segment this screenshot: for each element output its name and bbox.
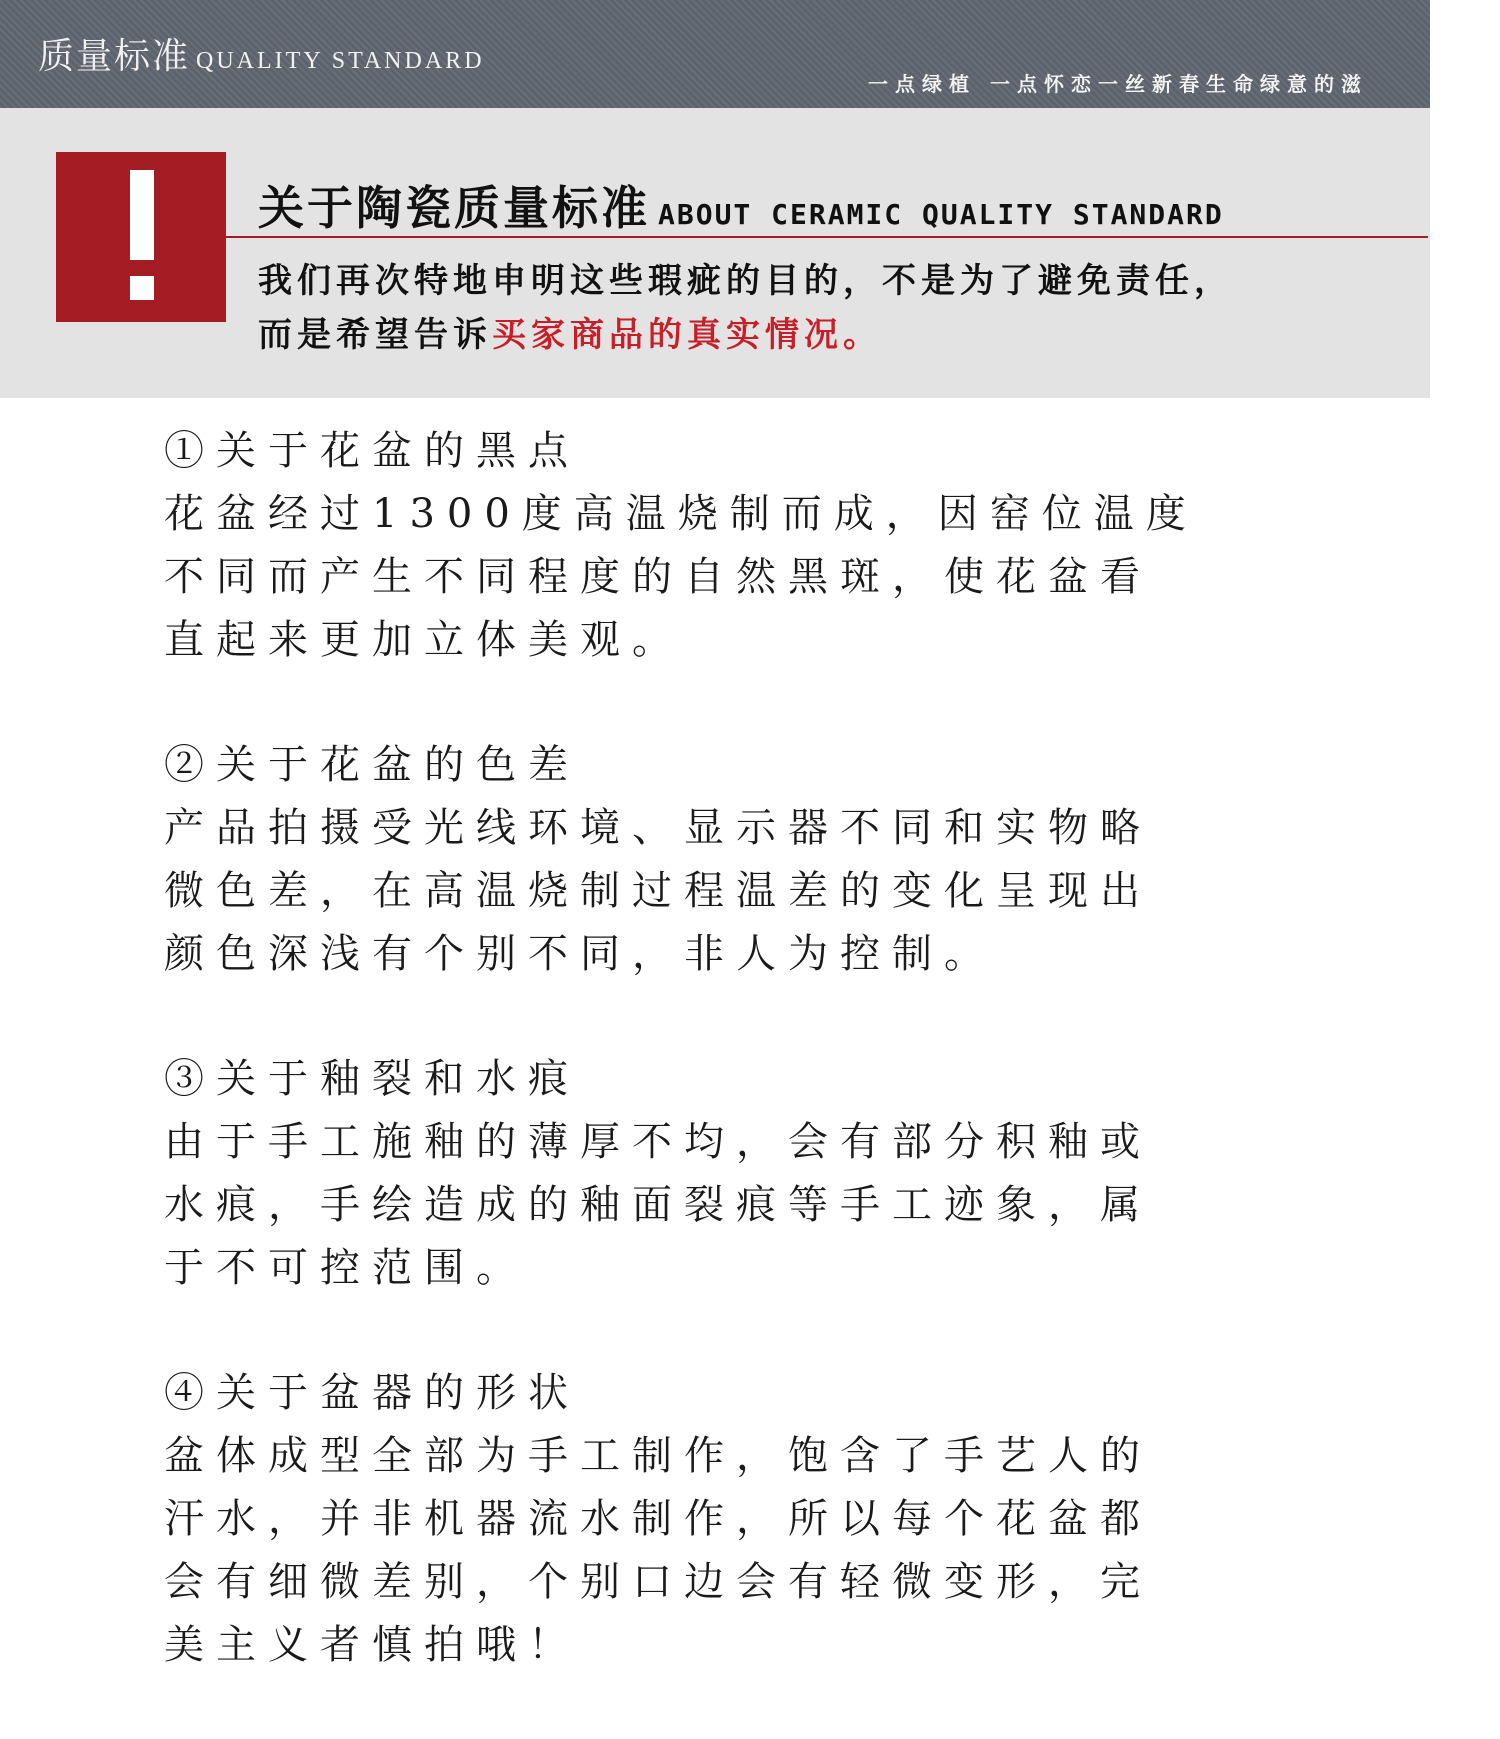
- section-heading: ①关于花盆的黑点: [164, 428, 580, 474]
- section-line: 颜色深浅有个别不同，非人为控制。: [164, 931, 996, 977]
- notice-line-2-plain: 而是希望告诉: [258, 315, 492, 355]
- section-heading: ②关于花盆的色差: [164, 742, 580, 788]
- notice-title-en: ABOUT CERAMIC QUALITY STANDARD: [658, 198, 1224, 231]
- banner-slogan: 一点绿植 一点怀恋一丝新春生命绿意的滋: [868, 72, 1368, 96]
- section-glaze-cracks: [164, 1048, 1274, 1300]
- section-line: 美主义者慎拍哦！: [164, 1622, 580, 1668]
- section-body: [164, 1111, 1274, 1300]
- section-line: 汗水，并非机器流水制作，所以每个花盆都: [164, 1496, 1152, 1542]
- notice-line-1: 我们再次特地申明这些瑕疵的目的，不是为了避免责任，: [258, 261, 1233, 301]
- section-black-spots: [164, 420, 1274, 672]
- section-line: 产品拍摄受光线环境、显示器不同和实物略: [164, 805, 1152, 851]
- notice-title-zh: 关于陶瓷质量标准: [258, 181, 650, 235]
- section-line: 水痕，手绘造成的釉面裂痕等手工迹象，属: [164, 1182, 1152, 1228]
- section-line: 盆体成型全部为手工制作，饱含了手艺人的: [164, 1433, 1152, 1479]
- notice-statement: [258, 254, 1233, 362]
- quality-sections: [164, 420, 1274, 1739]
- exclamation-dot: [130, 276, 154, 300]
- section-line: 花盆经过1300度高温烧制而成，因窑位温度: [164, 491, 1198, 537]
- exclamation-bar: [130, 170, 154, 260]
- section-line: 由于手工施釉的薄厚不均，会有部分积釉或: [164, 1119, 1152, 1165]
- banner-title-en: QUALITY STANDARD: [196, 48, 485, 74]
- notice-panel: [0, 108, 1430, 398]
- section-line: 于不可控范围。: [164, 1245, 528, 1291]
- notice-title: [258, 172, 1224, 238]
- section-line: 不同而产生不同程度的自然黑斑，使花盆看: [164, 554, 1152, 600]
- section-line: 会有细微差别，个别口边会有轻微变形，完: [164, 1559, 1152, 1605]
- section-body: [164, 483, 1274, 672]
- section-body: [164, 1425, 1274, 1677]
- notice-line-2-highlight: 买家商品的真实情况。: [492, 315, 882, 355]
- section-heading: ③关于釉裂和水痕: [164, 1056, 580, 1102]
- section-line: 直起来更加立体美观。: [164, 617, 684, 663]
- section-pot-shape: [164, 1362, 1274, 1677]
- section-line: 微色差，在高温烧制过程温差的变化呈现出: [164, 868, 1152, 914]
- section-color-difference: [164, 734, 1274, 986]
- section-body: [164, 797, 1274, 986]
- notice-line-2: [258, 308, 1233, 362]
- banner-title: [38, 28, 485, 79]
- top-banner: [0, 0, 1430, 108]
- exclamation-icon: [56, 152, 226, 322]
- section-heading: ④关于盆器的形状: [164, 1370, 580, 1416]
- notice-divider: [226, 236, 1428, 238]
- banner-title-zh: 质量标准: [38, 36, 191, 77]
